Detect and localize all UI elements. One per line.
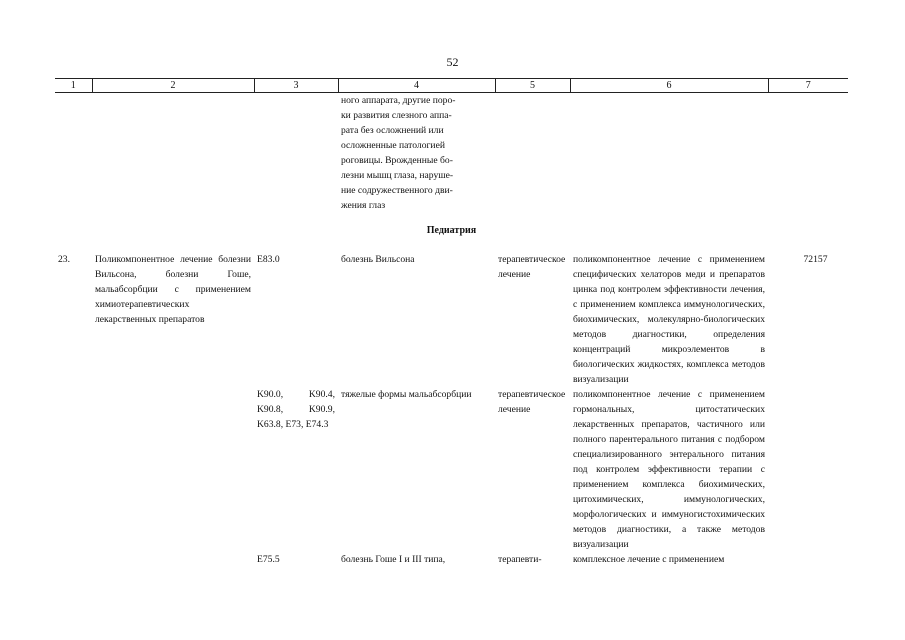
column-header: 7 [768,79,848,93]
treatment-method: комплексное лечение с применением [573,554,725,565]
section-title: Педиатрия [426,225,477,236]
column-header: 4 [338,79,495,93]
table-row [55,252,848,387]
table-row [55,552,848,567]
column-header: 5 [495,79,570,93]
column-header: 6 [570,79,768,93]
table-row [55,387,848,552]
treatment-table [55,78,848,567]
icd-codes: E75.5 [257,554,280,565]
entry-number: 23. [58,254,70,265]
icd-codes: E83.0 [257,254,280,265]
disease-model: болезнь Гоше I и III типа, [341,554,446,565]
table-header-row [55,79,848,93]
treatment-method: поликомпонентное лечение с применением гормональных, цитостатических лекарственных препаратов, частичного или полного парентерального питания с подбором специализированного энтерального питания под контролем эффективности терапии с применением комплекса биохимических, цитохимических, иммунологических, морфологических и иммуногистохимических методов диагностики, а также методов визуализации [573,389,765,550]
section-row [55,213,848,252]
icd-codes: K90.0, K90.4, K90.8, K90.9, K63.8, E73, E74.3 [257,389,335,430]
entry-name: Поликомпонентное лечение болезни Вильсона, болезни Гоше, мальабсорбции с применением химиотерапевтических лекарственных препаратов [95,254,251,325]
column-header: 1 [55,79,92,93]
treatment-type: терапевти- [498,554,542,565]
column-header: 3 [254,79,338,93]
treatment-method: поликомпонентное лечение с применением специфических хелаторов меди и препаратов цинка под контролем эффективности лечения, с применением комплекса иммунологических, биохимических, молекулярно-биологических методов диагностики, определения концентраций микроэлементов в биологических жидкостях, комплекса методов визуализации [573,254,765,385]
continued-row [55,93,848,214]
treatment-type: терапевтическое лечение [498,254,566,280]
disease-model: болезнь Вильсона [341,254,415,265]
treatment-type: терапевтическое лечение [498,389,566,415]
continued-disease-text: ного аппарата, другие поро- ки развития слезного аппа- рата без осложнений или осложненные патологией роговицы. Врожденные бо- лезни мышц глаза, наруше- ние содружественного дви- жения глаз [341,95,456,211]
column-header: 2 [92,79,254,93]
page-number: 52 [446,55,459,69]
cost-code: 72157 [803,254,828,265]
disease-model: тяжелые формы мальабсорбции [341,389,472,400]
